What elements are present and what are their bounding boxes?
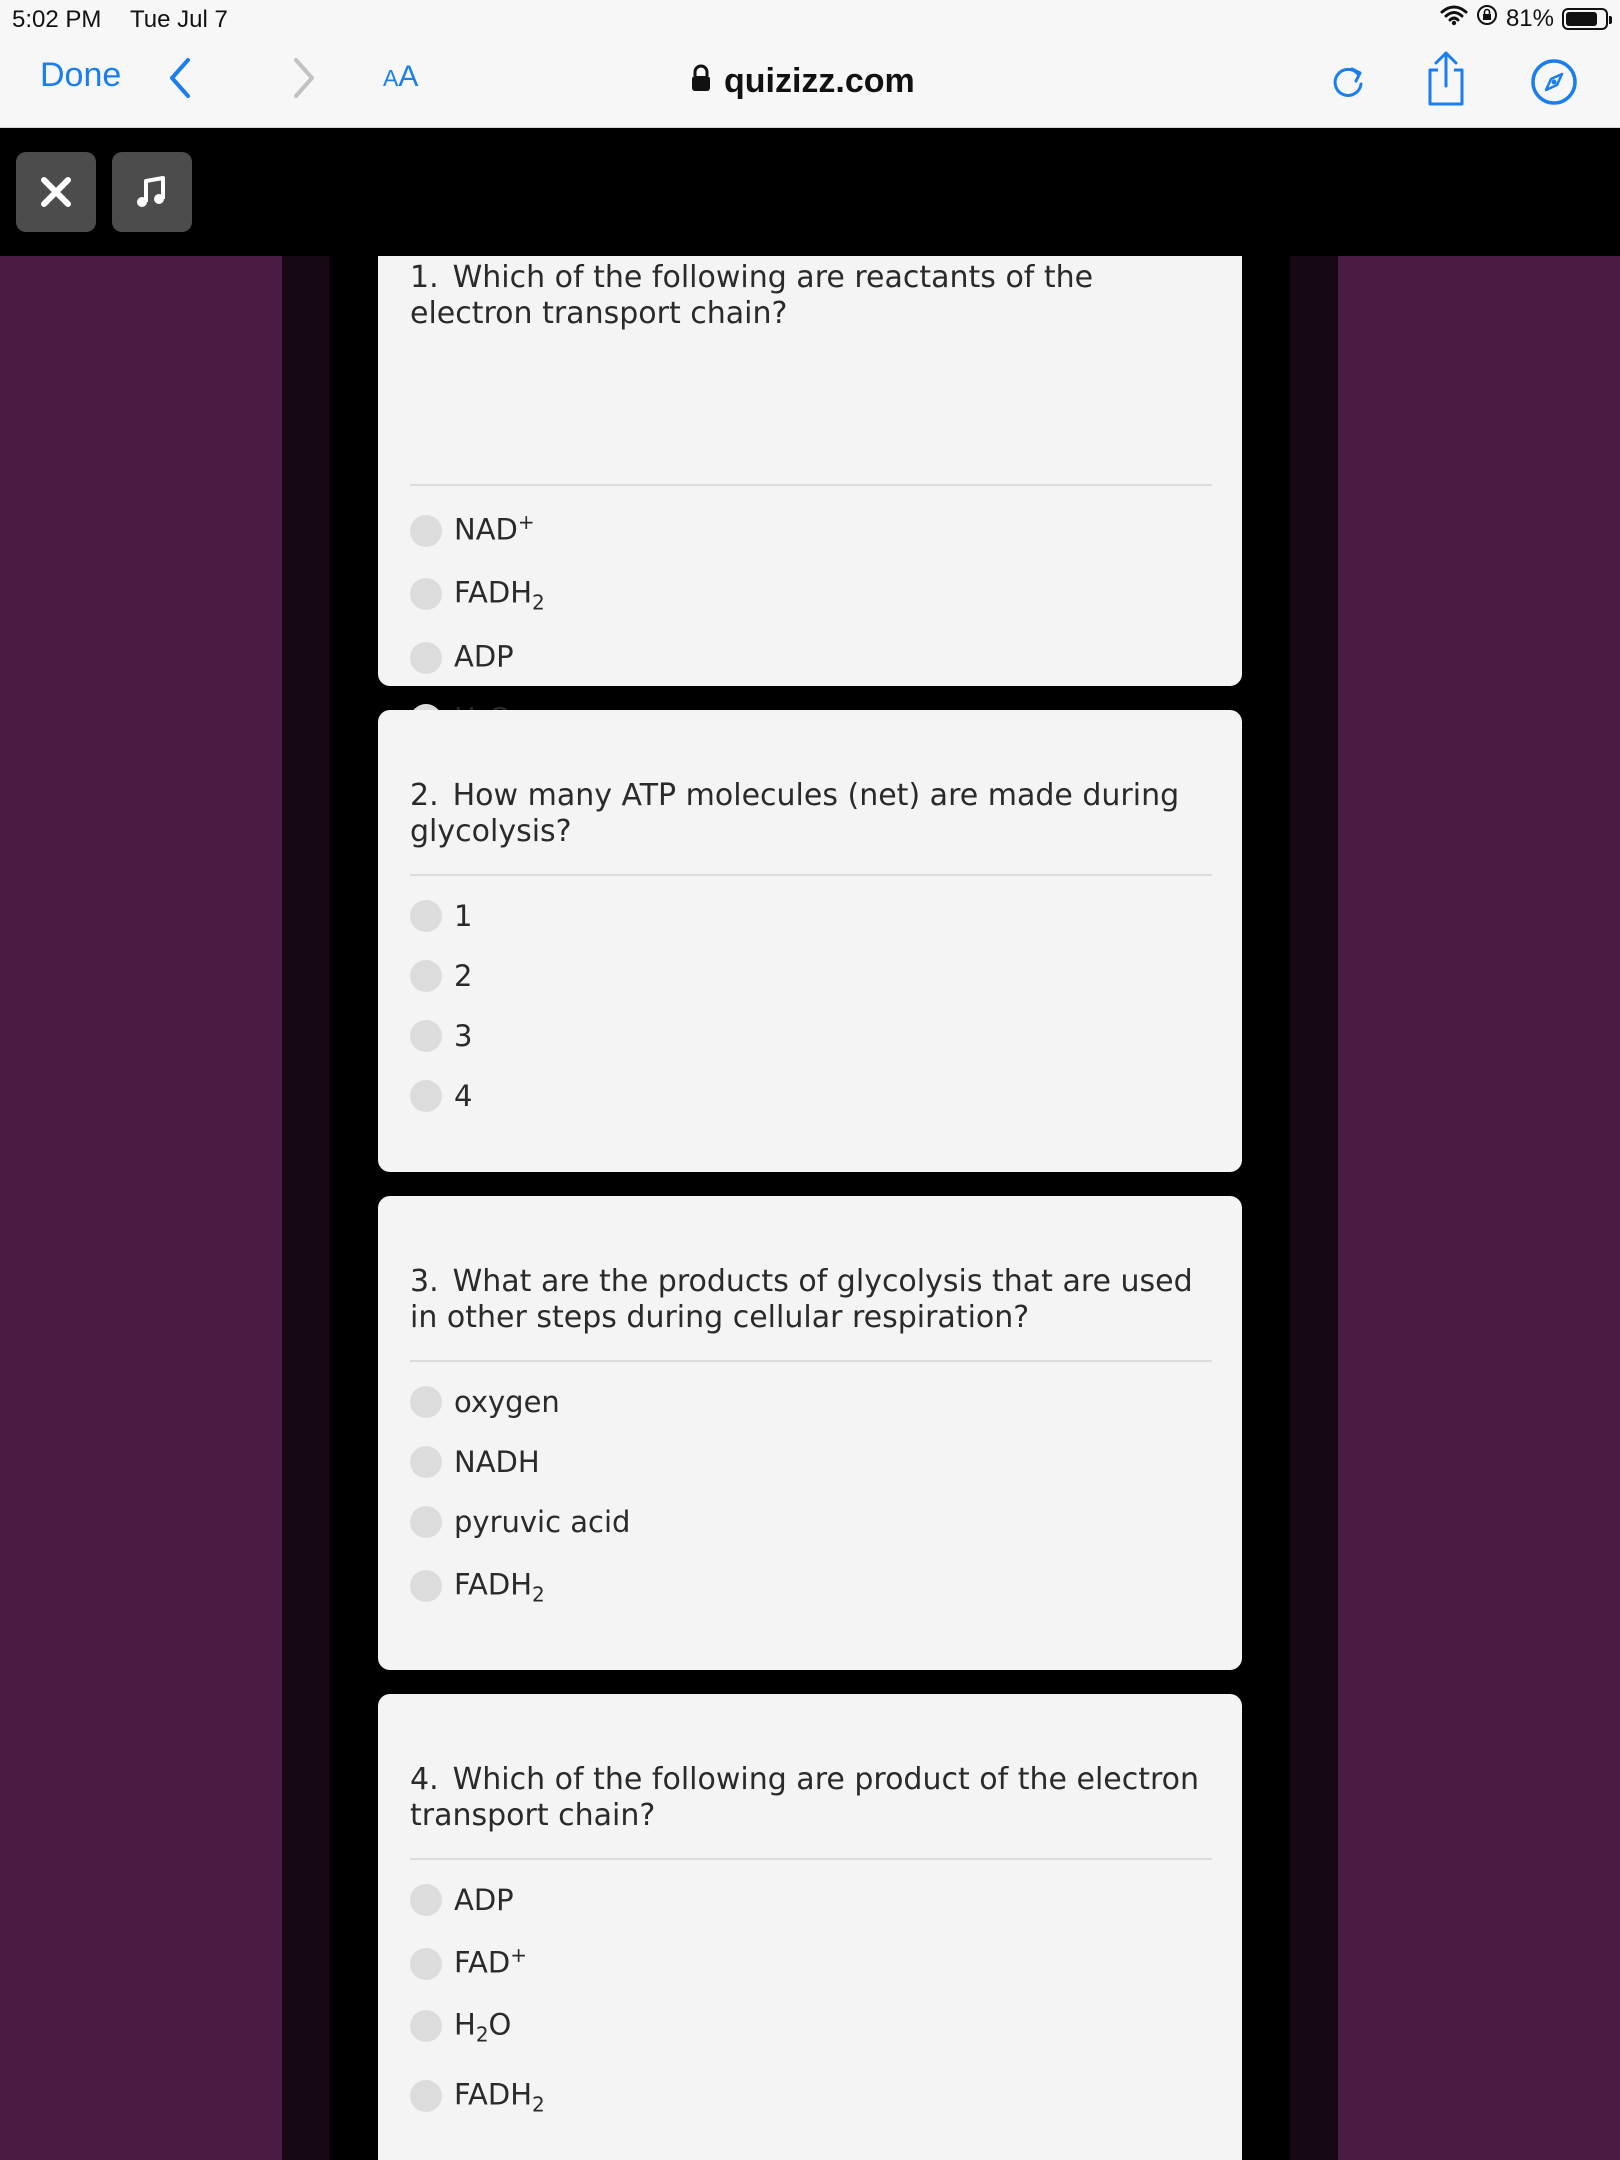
radio-button[interactable] xyxy=(410,1884,442,1916)
question-card-3 xyxy=(378,1196,1242,1670)
radio-button[interactable] xyxy=(410,1506,442,1538)
back-icon[interactable] xyxy=(164,54,194,102)
status-date: Tue Jul 7 xyxy=(130,6,228,33)
reload-icon[interactable] xyxy=(1322,56,1374,108)
question-card-2 xyxy=(378,710,1242,1172)
answer-label: NAD+ xyxy=(454,510,535,547)
answer-option[interactable] xyxy=(410,2006,511,2046)
answer-label: 4 xyxy=(454,1079,473,1113)
done-button[interactable]: Done xyxy=(40,56,122,94)
text-size-button[interactable] xyxy=(383,60,418,94)
answer-label: pyruvic acid xyxy=(454,1505,631,1539)
radio-button[interactable] xyxy=(410,960,442,992)
answer-option[interactable] xyxy=(410,574,545,614)
answer-option[interactable] xyxy=(410,1880,514,1920)
wifi-icon xyxy=(1440,4,1468,33)
answer-label: $FADH_2$ xyxy=(454,575,545,615)
radio-button[interactable] xyxy=(410,1570,442,1602)
text-size-large-label: A xyxy=(398,60,419,93)
answer-option[interactable] xyxy=(410,1566,545,1606)
status-indicators xyxy=(1440,4,1608,33)
browser-toolbar xyxy=(0,40,1620,128)
share-icon[interactable] xyxy=(1420,50,1472,102)
answer-option[interactable] xyxy=(410,2076,545,2116)
quiz-top-bar xyxy=(0,128,1620,256)
radio-button[interactable] xyxy=(410,642,442,674)
answer-option[interactable] xyxy=(410,1502,630,1542)
left-edge-strip xyxy=(282,256,330,2160)
right-edge-strip xyxy=(1290,256,1338,2160)
answer-label: ADP xyxy=(454,639,514,674)
question-text: 3. What are the products of glycolysis that are used in other steps during cellular respiration? xyxy=(410,1264,1193,1335)
answer-label: $FADH_2$ xyxy=(454,1567,545,1607)
quiz-page xyxy=(0,128,1620,2160)
radio-button[interactable] xyxy=(410,2080,442,2112)
radio-button[interactable] xyxy=(410,515,442,547)
address-domain: quizizz.com xyxy=(724,61,915,100)
answer-label: $H_2O$ xyxy=(454,2007,512,2047)
question-text: 1. Which of the following are reactants of the electron transport chain? xyxy=(410,260,1094,331)
answer-option[interactable] xyxy=(410,1016,472,1056)
radio-button[interactable] xyxy=(410,900,442,932)
answer-option[interactable] xyxy=(410,1442,540,1482)
radio-button[interactable] xyxy=(410,1446,442,1478)
answer-label: 1 xyxy=(454,899,473,933)
answer-option[interactable] xyxy=(410,638,514,678)
question-divider xyxy=(410,874,1212,876)
question-text: 4. Which of the following are product of the electron transport chain? xyxy=(410,1762,1200,1833)
answer-option[interactable] xyxy=(410,511,535,551)
close-button[interactable] xyxy=(16,152,96,232)
music-icon xyxy=(132,172,172,212)
answer-option[interactable] xyxy=(410,1944,527,1984)
answer-option[interactable] xyxy=(410,956,472,996)
question-divider xyxy=(410,1360,1212,1362)
answer-label: oxygen xyxy=(454,1385,560,1419)
radio-button[interactable] xyxy=(410,1386,442,1418)
answer-option[interactable] xyxy=(410,1382,560,1422)
question-text: 2. How many ATP molecules (net) are made during glycolysis? xyxy=(410,778,1180,849)
text-size-small-label: A xyxy=(383,65,399,91)
answer-label: FAD+ xyxy=(454,1943,527,1980)
question-card-4 xyxy=(378,1694,1242,2160)
address-bar[interactable] xyxy=(690,56,915,106)
answer-label: NADH xyxy=(454,1445,540,1479)
close-icon xyxy=(36,172,76,212)
radio-button[interactable] xyxy=(410,1020,442,1052)
lock-icon xyxy=(690,62,712,101)
battery-icon xyxy=(1562,8,1608,30)
radio-button[interactable] xyxy=(410,578,442,610)
music-button[interactable] xyxy=(112,152,192,232)
status-bar xyxy=(0,0,1620,40)
status-time: 5:02 PM xyxy=(12,6,102,33)
compass-icon[interactable] xyxy=(1528,56,1580,108)
radio-button[interactable] xyxy=(410,2010,442,2042)
forward-icon[interactable] xyxy=(290,54,320,102)
question-divider xyxy=(410,484,1212,486)
orientation-lock-icon xyxy=(1476,4,1498,33)
battery-percent: 81% xyxy=(1505,4,1554,32)
question-card-1 xyxy=(378,256,1242,686)
radio-button[interactable] xyxy=(410,1948,442,1980)
answer-option[interactable] xyxy=(410,896,472,936)
answer-label: $FADH_2$ xyxy=(454,2077,545,2117)
question-divider xyxy=(410,1858,1212,1860)
radio-button[interactable] xyxy=(410,1080,442,1112)
answer-label: 2 xyxy=(454,959,473,993)
answer-label: 3 xyxy=(454,1019,473,1053)
answer-option[interactable] xyxy=(410,1076,472,1116)
answer-label: ADP xyxy=(454,1883,514,1917)
